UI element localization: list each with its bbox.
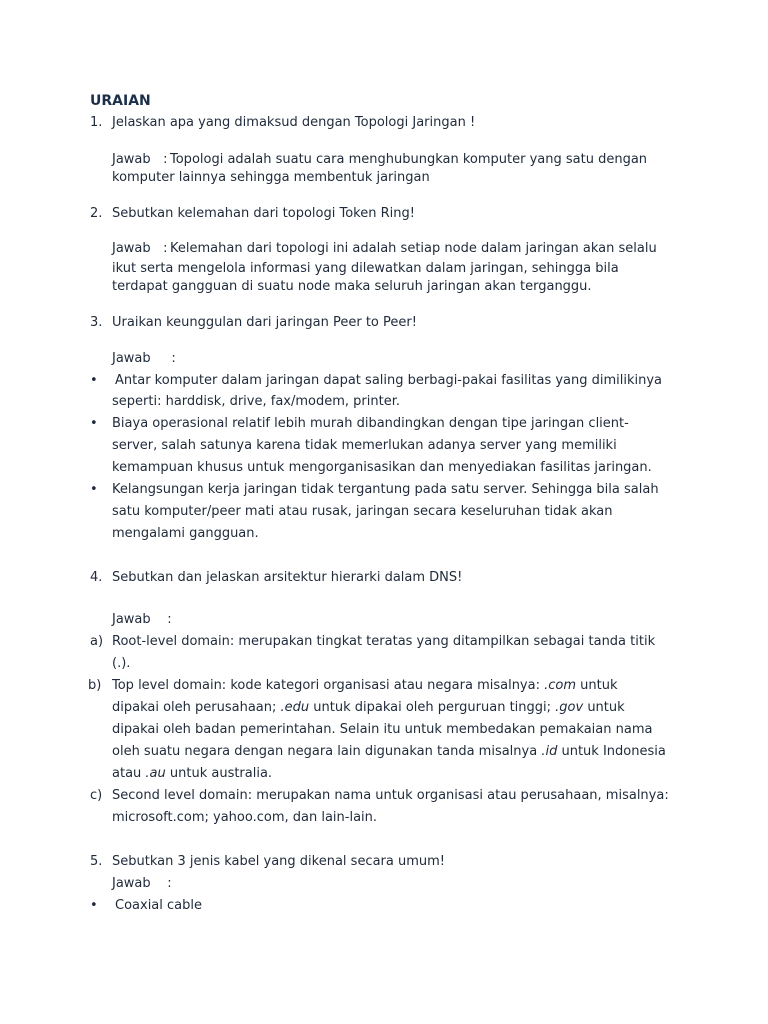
q2-number: 2. [90,206,103,221]
q2-answer-line-1 [112,240,657,258]
q3-bullet-3-marker: • [90,482,98,497]
q4-item-b-line-1: Top level domain: kode kategori organisasi atau negara misalnya: .com untuk [112,678,618,693]
q2-question: Sebutkan kelemahan dari topologi Token Ring! [112,206,415,221]
q4-item-c-line-1: Second level domain: merupakan nama untuk organisasi atau perusahaan, misalnya: [112,788,669,803]
q4-item-c-marker: c) [90,788,103,803]
q3-bullet-2-marker: • [90,416,98,431]
q5-question: Sebutkan 3 jenis kabel yang dikenal secara umum! [112,854,446,869]
q5-answer-label: Jawab : [112,876,172,891]
q1-answer-line-1 [112,151,647,169]
q3-bullet-2-line-3: kemampuan khusus untuk mengorganisasikan dan menyediakan fasilitas jaringan. [112,460,652,475]
q1-answer-line-2: komputer lainnya sehingga membentuk jaringan [112,170,430,185]
q3-bullet-1-line-1: Antar komputer dalam jaringan dapat saling berbagi-pakai fasilitas yang dimilikinya [115,373,663,388]
q1-number: 1. [90,115,103,130]
q2-answer-line-3: terdapat gangguan di suatu node maka seluruh jaringan akan terganggu. [112,279,592,294]
q4-item-b-line-3: dipakai oleh badan pemerintahan. Selain itu untuk membedakan pemakaian nama [112,722,653,737]
q1-answer-label: Jawab : [112,152,168,167]
q5-bullet-1-text: Coaxial cable [115,898,202,913]
q3-question: Uraikan keunggulan dari jaringan Peer to Peer! [112,315,417,330]
q3-number: 3. [90,315,103,330]
q4-item-b-line-5: atau .au untuk australia. [112,766,273,781]
q1-question: Jelaskan apa yang dimaksud dengan Topologi Jaringan ! [112,115,476,130]
q4-item-b-marker: b) [88,678,102,693]
q3-bullet-1-line-2: seperti: harddisk, drive, fax/modem, printer. [112,394,400,409]
q4-item-b-line-4: oleh suatu negara dengan negara lain digunakan tanda misalnya .id untuk Indonesia [112,744,666,759]
q3-bullet-2-line-1: Biaya operasional relatif lebih murah dibandingkan dengan tipe jaringan client- [112,416,629,431]
q4-item-a-line-2: (.). [112,656,131,671]
q5-number: 5. [90,854,103,869]
q4-item-b-line-2: dipakai oleh perusahaan; .edu untuk dipakai oleh perguruan tinggi; .gov untuk [112,700,625,715]
q4-question: Sebutkan dan jelaskan arsitektur hierarki dalam DNS! [112,570,463,585]
section-heading: URAIAN [90,93,151,109]
q5-bullet-1-marker: • [90,898,98,913]
q3-bullet-2-line-2: server, salah satunya karena tidak memerlukan adanya server yang memiliki [112,438,617,453]
q3-bullet-1-marker: • [90,373,98,388]
q4-answer-label: Jawab : [112,612,172,627]
q3-bullet-3-line-3: mengalami gangguan. [112,526,259,541]
q2-answer-text-1: Kelemahan dari topologi ini adalah setiap node dalam jaringan akan selalu [170,241,657,256]
q4-item-a-line-1: Root-level domain: merupakan tingkat teratas yang ditampilkan sebagai tanda titik [112,634,656,649]
q4-number: 4. [90,570,103,585]
q3-bullet-3-line-2: satu komputer/peer mati atau rusak, jaringan secara keseluruhan tidak akan [112,504,613,519]
q3-bullet-3-line-1: Kelangsungan kerja jaringan tidak tergantung pada satu server. Sehingga bila salah [112,482,659,497]
q1-answer-text-1: Topologi adalah suatu cara menghubungkan komputer yang satu dengan [170,152,648,167]
q4-item-a-marker: a) [90,634,104,649]
q2-answer-line-2: ikut serta mengelola informasi yang dilewatkan dalam jaringan, sehingga bila [112,261,619,276]
q4-item-c-line-2: microsoft.com; yahoo.com, dan lain-lain. [112,810,378,825]
q2-answer-label: Jawab : [112,241,168,256]
q3-answer-label: Jawab : [112,351,176,366]
